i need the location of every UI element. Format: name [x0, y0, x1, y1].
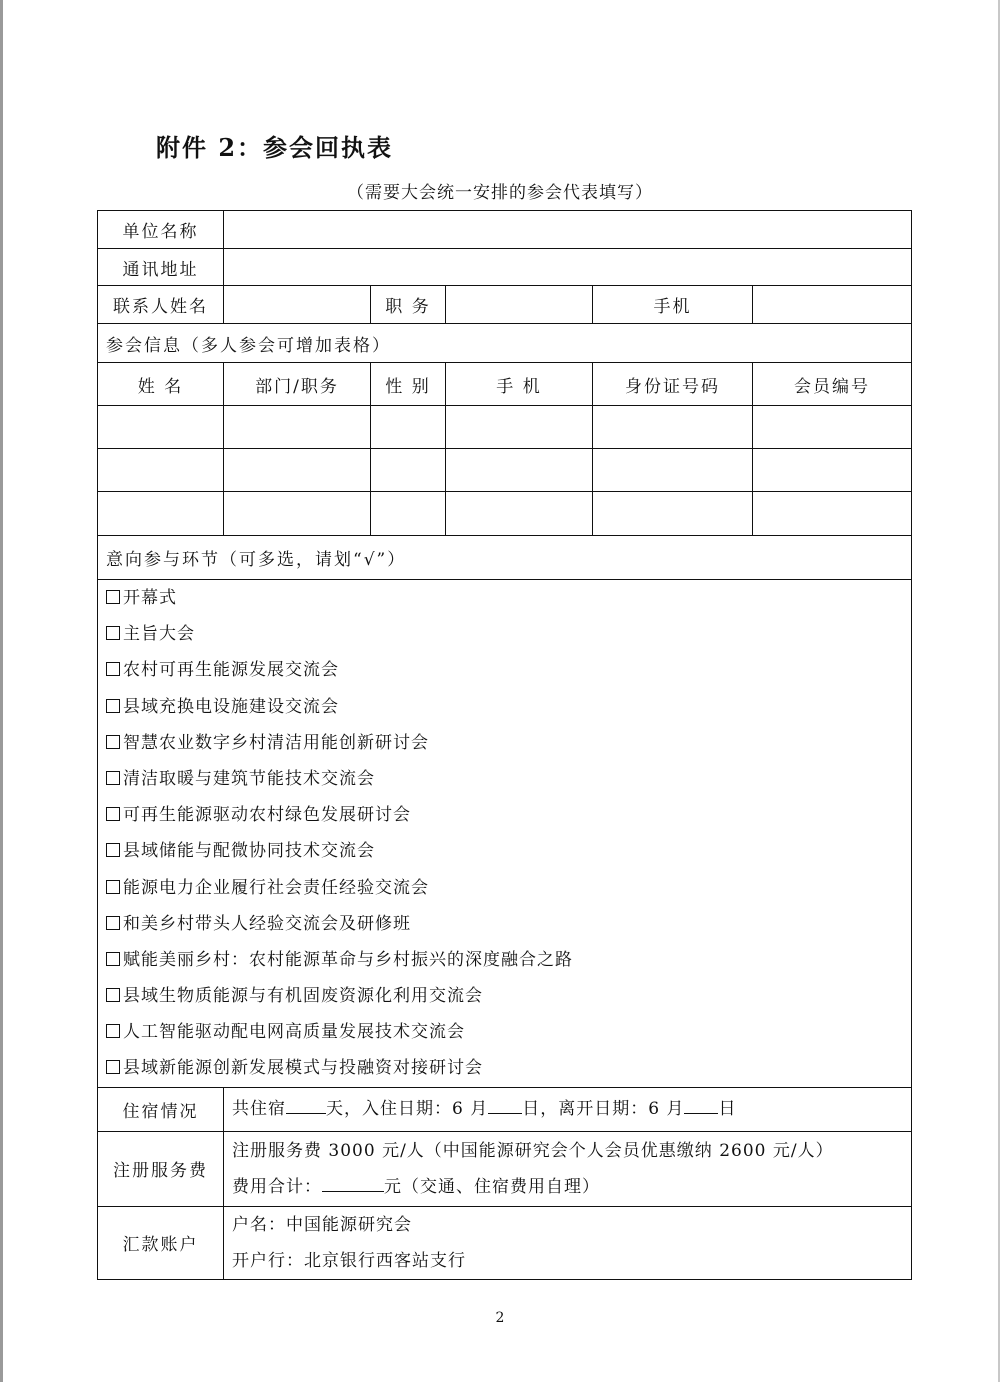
fee-total-line: 费用合计： 元（交通、住宿费用自理） [232, 1176, 600, 1197]
attendee-cell[interactable] [753, 492, 912, 536]
session-option[interactable]: 县域生物质能源与有机固废资源化利用交流会 [106, 978, 903, 1014]
checkin-day-blank[interactable] [488, 1097, 522, 1114]
sessions-label: 意向参与环节（可多选，请划“√”） [98, 536, 912, 580]
attendee-cell[interactable] [446, 492, 593, 536]
checkbox-icon[interactable] [106, 735, 120, 749]
checkout-day-blank[interactable] [684, 1097, 718, 1114]
checkbox-icon[interactable] [106, 807, 120, 821]
session-option[interactable]: 和美乡村带头人经验交流会及研修班 [106, 906, 903, 942]
session-option[interactable]: 智慧农业数字乡村清洁用能创新研讨会 [106, 725, 903, 761]
attendee-cell[interactable] [753, 449, 912, 492]
page-left-edge [0, 0, 3, 1382]
fee-description: 注册服务费 3000 元/人（中国能源研究会个人会员优惠缴纳 2600 元/人） [232, 1140, 834, 1161]
session-option[interactable]: 能源电力企业履行社会责任经验交流会 [106, 870, 903, 906]
page-title: 附件 2：参会回执表 [156, 133, 394, 162]
checkbox-icon[interactable] [106, 699, 120, 713]
attendee-cell[interactable] [98, 492, 224, 536]
address-label: 通讯地址 [98, 249, 224, 286]
lodging-label: 住宿情况 [98, 1087, 224, 1131]
session-option[interactable]: 主旨大会 [106, 616, 903, 652]
session-option[interactable]: 清洁取暖与建筑节能技术交流会 [106, 761, 903, 797]
attendee-row [98, 492, 912, 536]
attendee-row [98, 406, 912, 449]
attendee-cell[interactable] [593, 449, 753, 492]
attendee-cell[interactable] [98, 449, 224, 492]
header-member-number: 会员编号 [753, 363, 912, 406]
header-department: 部门/职务 [224, 363, 371, 406]
fee-content [224, 1131, 912, 1206]
address-field[interactable] [224, 249, 912, 286]
session-option[interactable]: 赋能美丽乡村：农村能源革命与乡村振兴的深度融合之路 [106, 942, 903, 978]
header-id-number: 身份证号码 [593, 363, 753, 406]
session-option[interactable]: 县域充换电设施建设交流会 [106, 689, 903, 725]
attendee-cell[interactable] [224, 492, 371, 536]
checkbox-icon[interactable] [106, 988, 120, 1002]
attendee-cell[interactable] [446, 406, 593, 449]
checkbox-icon[interactable] [106, 952, 120, 966]
attendee-cell[interactable] [371, 492, 446, 536]
checkbox-icon[interactable] [106, 590, 120, 604]
session-option[interactable]: 县域储能与配微协同技术交流会 [106, 833, 903, 869]
contact-name-label: 联系人姓名 [98, 286, 224, 324]
attendee-cell[interactable] [224, 449, 371, 492]
session-checklist [98, 580, 912, 1088]
attendee-cell[interactable] [446, 449, 593, 492]
attendee-header-row [98, 363, 912, 406]
account-label: 汇款账户 [98, 1206, 224, 1279]
session-option[interactable]: 农村可再生能源发展交流会 [106, 652, 903, 688]
attendee-cell[interactable] [753, 406, 912, 449]
attendee-cell[interactable] [98, 406, 224, 449]
checkbox-icon[interactable] [106, 916, 120, 930]
checkbox-icon[interactable] [106, 843, 120, 857]
unit-name-label: 单位名称 [98, 211, 224, 249]
account-content [224, 1206, 912, 1279]
fee-total-blank[interactable] [322, 1175, 384, 1192]
session-option[interactable]: 人工智能驱动配电网高质量发展技术交流会 [106, 1014, 903, 1050]
contact-name-field[interactable] [224, 286, 371, 324]
unit-name-field[interactable] [224, 211, 912, 249]
session-option[interactable]: 可再生能源驱动农村绿色发展研讨会 [106, 797, 903, 833]
attendee-cell[interactable] [593, 492, 753, 536]
session-option[interactable]: 县域新能源创新发展模式与投融资对接研讨会 [106, 1050, 903, 1086]
registration-form-table [97, 210, 912, 1280]
checkbox-icon[interactable] [106, 880, 120, 894]
attendee-row [98, 449, 912, 492]
page-subtitle: （需要大会统一安排的参会代表填写） [347, 183, 653, 203]
contact-position-label: 职 务 [371, 286, 446, 324]
checkbox-icon[interactable] [106, 662, 120, 676]
lodging-content: 共住宿 天，入住日期：6 月 日，离开日期：6 月 日 [224, 1087, 912, 1131]
checkbox-icon[interactable] [106, 1060, 120, 1074]
session-option[interactable]: 开幕式 [106, 580, 903, 616]
nights-blank[interactable] [286, 1097, 326, 1114]
attendee-cell[interactable] [371, 449, 446, 492]
checkbox-icon[interactable] [106, 1024, 120, 1038]
contact-phone-field[interactable] [753, 286, 912, 324]
contact-phone-label: 手机 [593, 286, 753, 324]
checkbox-icon[interactable] [106, 626, 120, 640]
page-number: 2 [495, 1310, 505, 1326]
attendee-cell[interactable] [224, 406, 371, 449]
attendee-cell[interactable] [593, 406, 753, 449]
account-name: 户名：中国能源研究会 [232, 1214, 412, 1235]
fee-label: 注册服务费 [98, 1131, 224, 1206]
attendee-cell[interactable] [371, 406, 446, 449]
contact-position-field[interactable] [446, 286, 593, 324]
account-bank: 开户行：北京银行西客站支行 [232, 1250, 466, 1271]
header-gender: 性 别 [371, 363, 446, 406]
checkbox-icon[interactable] [106, 771, 120, 785]
header-name: 姓 名 [98, 363, 224, 406]
attendee-section-label: 参会信息（多人参会可增加表格） [98, 324, 912, 363]
header-phone: 手 机 [446, 363, 593, 406]
